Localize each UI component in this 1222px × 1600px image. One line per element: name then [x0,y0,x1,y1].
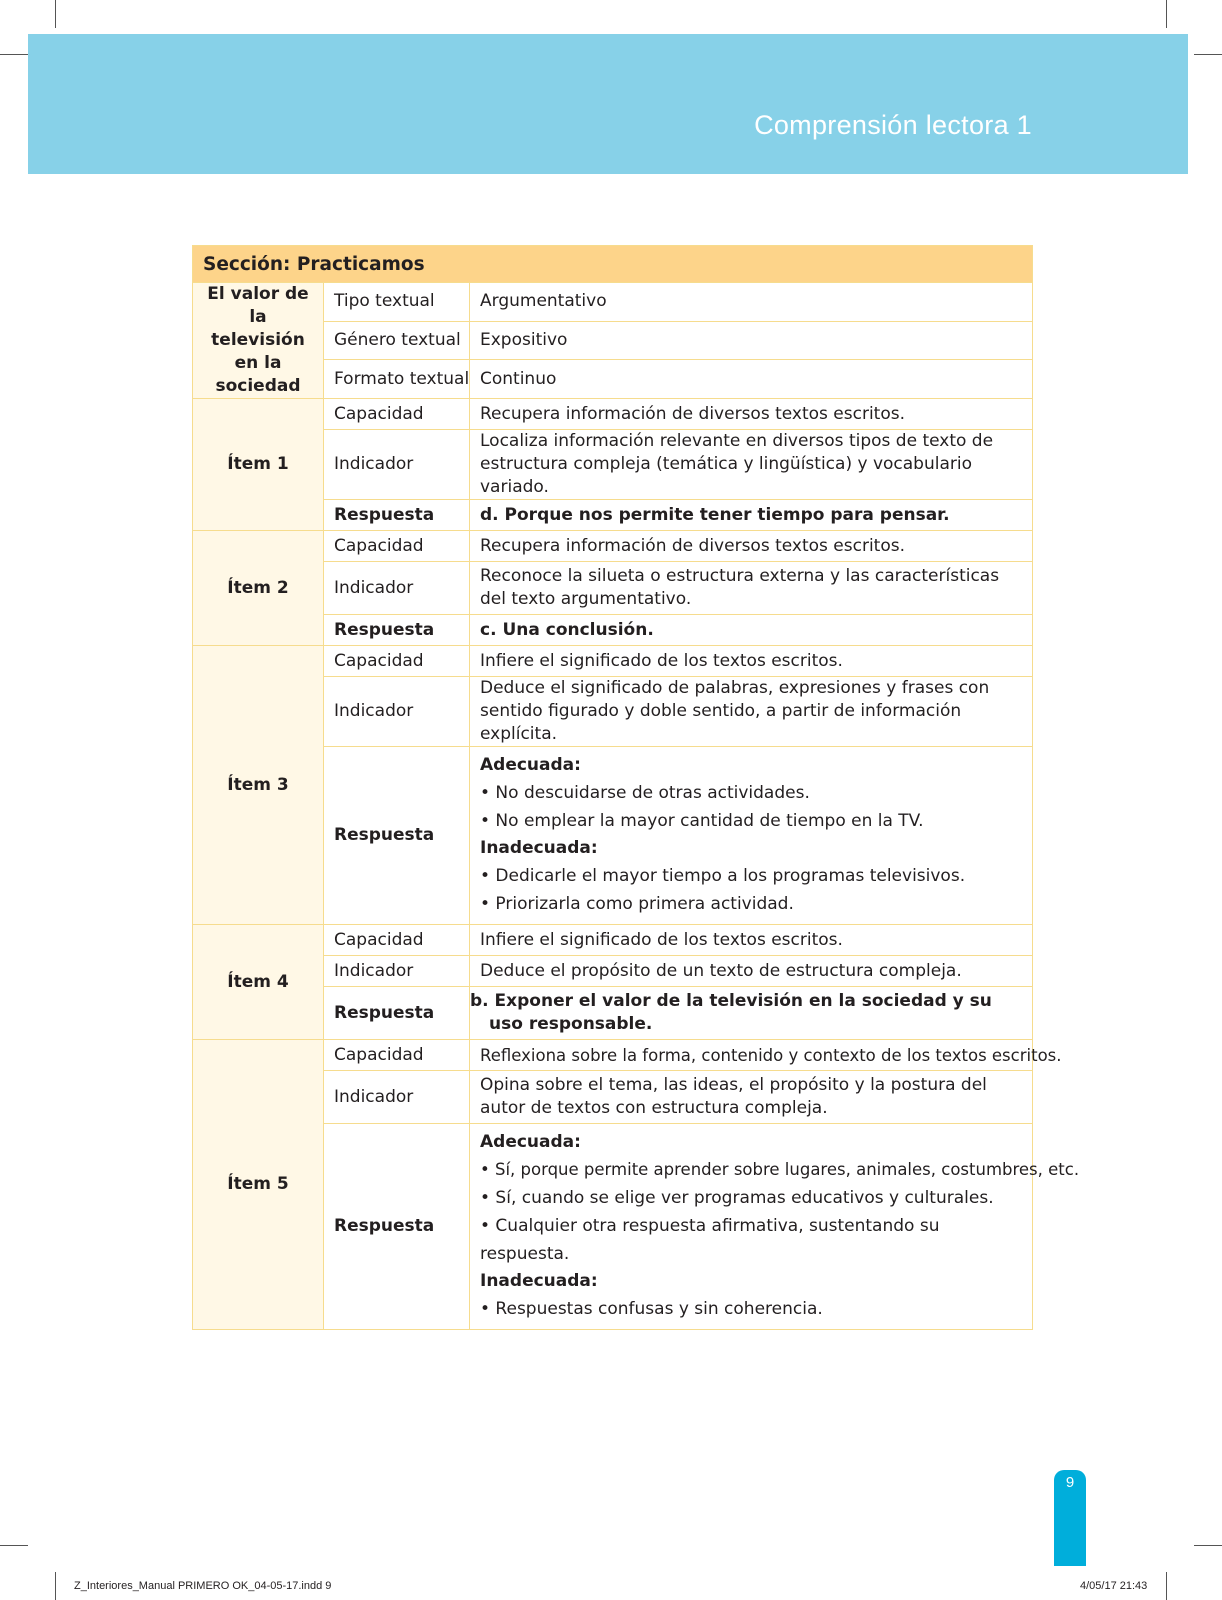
item-title: Ítem 4 [193,925,324,1040]
capacidad-value: Infiere el significado de los textos escritos. [470,646,1033,677]
capacidad-label: Capacidad [324,646,470,677]
indicador-label: Indicador [324,430,470,500]
file-slug: Z_Interiores_Manual PRIMERO OK_04-05-17.indd 9 [74,1580,332,1592]
capacidad-value: Recupera información de diversos textos escritos. [470,399,1033,430]
crop-mark [1194,54,1222,55]
indicador-value: Deduce el propósito de un texto de estructura compleja. [470,956,1033,987]
page-title: Comprensión lectora 1 [754,110,1032,140]
capacidad-label: Capacidad [324,399,470,430]
text-title: El valor de la televisión en la sociedad [193,283,324,399]
respuesta-value: d. Porque nos permite tener tiempo para pensar. [470,500,1033,531]
row-value: Expositivo [470,321,1033,360]
list-item: • Dedicarle el mayor tiempo a los programas televisivos. [480,866,966,886]
item-title: Ítem 1 [193,399,324,531]
row-label: Tipo textual [324,283,470,322]
respuesta-value: c. Una conclusión. [470,615,1033,646]
section-title: Sección: Practicamos [193,246,1033,283]
row-label: Formato textual [324,360,470,399]
capacidad-value: Recupera información de diversos textos escritos. [470,531,1033,562]
indicador-label: Indicador [324,562,470,615]
item-title: Ítem 3 [193,646,324,925]
capacidad-value: Reflexiona sobre la forma, contenido y contexto de los textos escritos. [470,1040,1033,1071]
indicador-value: Localiza información relevante en diversos tipos de texto de estructura compleja (temática y lingüística) y vocabulario variado. [470,430,1033,500]
list-item: • Sí, cuando se elige ver programas educativos y culturales. [480,1188,994,1208]
list-item: • Respuestas confusas y sin coherencia. [480,1299,823,1319]
capacidad-label: Capacidad [324,1040,470,1071]
adecuada-heading: Adecuada: [480,1132,581,1152]
inadecuada-heading: Inadecuada: [480,838,598,858]
row-value: Argumentativo [470,283,1033,322]
respuesta-label: Respuesta [324,1124,470,1330]
page-number: 9 [1065,1474,1075,1491]
crop-mark [1166,1572,1167,1600]
row-value: Continuo [470,360,1033,399]
list-item: • No emplear la mayor cantidad de tiempo en la TV. [480,811,924,831]
crop-mark [1194,1545,1222,1546]
list-item: • Cualquier otra respuesta afirmativa, sustentando su respuesta. [480,1216,940,1264]
crop-mark [0,1545,28,1546]
capacidad-label: Capacidad [324,925,470,956]
row-label: Género textual [324,321,470,360]
respuesta-label: Respuesta [324,615,470,646]
indicador-label: Indicador [324,1071,470,1124]
list-item: • Priorizarla como primera actividad. [480,894,794,914]
indicador-label: Indicador [324,677,470,747]
adecuada-heading: Adecuada: [480,755,581,775]
crop-mark [55,1572,56,1600]
answer-table [192,245,1080,1330]
capacidad-value: Infiere el significado de los textos escritos. [470,925,1033,956]
indicador-value: Reconoce la silueta o estructura externa y las características del texto argumentativo. [470,562,1033,615]
item-title: Ítem 5 [193,1040,324,1330]
respuesta-label: Respuesta [324,987,470,1040]
indicador-value: Opina sobre el tema, las ideas, el propósito y la postura del autor de textos con estructura compleja. [470,1071,1033,1124]
list-item: • Sí, porque permite aprender sobre lugares, animales, costumbres, etc. [480,1160,1080,1179]
inadecuada-heading: Inadecuada: [480,1271,598,1291]
header-band [28,34,1188,174]
crop-mark [55,0,56,28]
list-item: • No descuidarse de otras actividades. [480,783,810,803]
crop-mark [0,54,28,55]
date-slug: 4/05/17 21:43 [1080,1580,1148,1592]
capacidad-label: Capacidad [324,531,470,562]
item-title: Ítem 2 [193,531,324,646]
respuesta-value: b. Exponer el valor de la televisión en la sociedad y su uso responsable. [470,987,1033,1040]
crop-mark [1166,0,1167,28]
indicador-label: Indicador [324,956,470,987]
respuesta-label: Respuesta [324,500,470,531]
indicador-value: Deduce el significado de palabras, expresiones y frases con sentido figurado y doble sentido, a partir de información explícita. [470,677,1033,747]
respuesta-value [470,1124,1080,1330]
respuesta-label: Respuesta [324,747,470,925]
respuesta-value [470,747,1033,925]
